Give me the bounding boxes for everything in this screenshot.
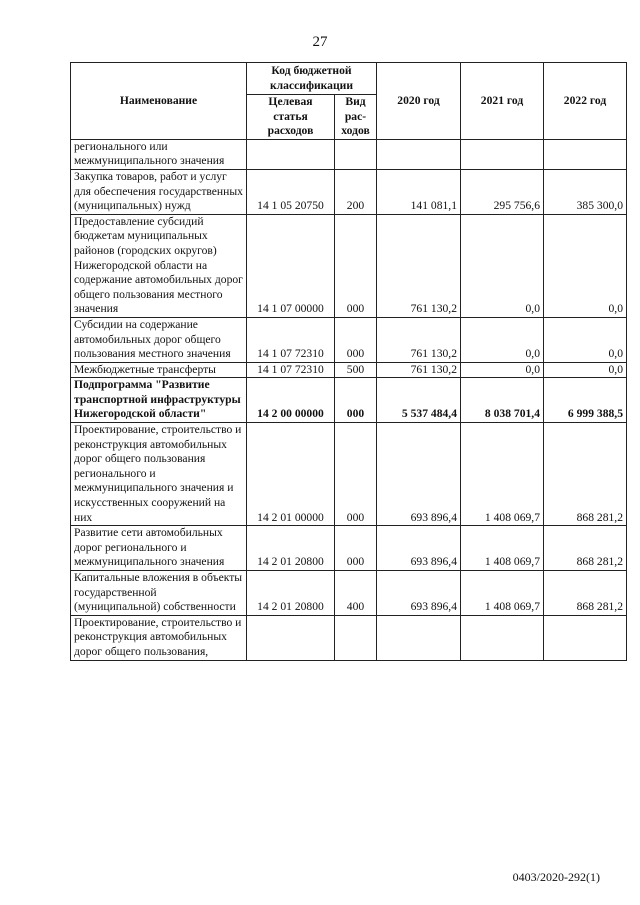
row-expense-kind-cell: 000 xyxy=(335,317,377,362)
row-name-cell: регионального или межмуниципального значения xyxy=(71,139,247,169)
row-2021-cell: 0,0 xyxy=(461,317,544,362)
row-name-cell: Субсидии на содержание автомобильных дорог общего пользования местного значения xyxy=(71,317,247,362)
row-2020-cell: 693 896,4 xyxy=(377,526,461,571)
row-2020-cell: 141 081,1 xyxy=(377,169,461,214)
row-expense-kind-cell: 500 xyxy=(335,362,377,378)
row-2021-cell: 1 408 069,7 xyxy=(461,526,544,571)
document-code: 0403/2020-292(1) xyxy=(512,870,600,884)
table-row xyxy=(71,317,627,362)
table-row xyxy=(71,571,627,616)
row-target-code-cell xyxy=(247,615,335,660)
row-2022-cell: 868 281,2 xyxy=(544,526,627,571)
row-2021-cell: 1 408 069,7 xyxy=(461,423,544,526)
table-row xyxy=(71,362,627,378)
row-2020-cell: 761 130,2 xyxy=(377,317,461,362)
header-name: Наименование xyxy=(71,63,247,140)
row-2020-cell: 693 896,4 xyxy=(377,423,461,526)
row-2021-cell: 0,0 xyxy=(461,362,544,378)
header-year-2022: 2022 год xyxy=(544,63,627,140)
row-target-code-cell: 14 2 01 20800 xyxy=(247,526,335,571)
table-row xyxy=(71,214,627,317)
row-2020-cell: 761 130,2 xyxy=(377,214,461,317)
row-expense-kind-cell: 000 xyxy=(335,423,377,526)
row-2022-cell: 0,0 xyxy=(544,214,627,317)
table-row xyxy=(71,378,627,423)
header-budget-classification: Код бюджетной классификации xyxy=(247,63,377,95)
row-2021-cell: 1 408 069,7 xyxy=(461,571,544,616)
row-expense-kind-cell: 200 xyxy=(335,169,377,214)
row-expense-kind-cell: 000 xyxy=(335,214,377,317)
row-2020-cell: 5 537 484,4 xyxy=(377,378,461,423)
table-row xyxy=(71,169,627,214)
row-2022-cell: 0,0 xyxy=(544,317,627,362)
header-year-2021: 2021 год xyxy=(461,63,544,140)
header-year-2020: 2020 год xyxy=(377,63,461,140)
row-name-cell: Закупка товаров, работ и услуг для обеспечения государственных (муниципальных) нужд xyxy=(71,169,247,214)
row-2020-cell: 761 130,2 xyxy=(377,362,461,378)
row-expense-kind-cell: 400 xyxy=(335,571,377,616)
row-2021-cell: 8 038 701,4 xyxy=(461,378,544,423)
row-2022-cell: 868 281,2 xyxy=(544,571,627,616)
row-name-cell: Капитальные вложения в объекты государственной (муниципальной) собственности xyxy=(71,571,247,616)
row-expense-kind-cell xyxy=(335,139,377,169)
row-2020-cell xyxy=(377,615,461,660)
row-2022-cell: 0,0 xyxy=(544,362,627,378)
row-name-cell: Предоставление субсидий бюджетам муниципальных районов (городских округов) Нижегородской области на содержание автомобильных дорог общего пользования местного значения xyxy=(71,214,247,317)
row-2022-cell: 385 300,0 xyxy=(544,169,627,214)
row-expense-kind-cell: 000 xyxy=(335,526,377,571)
budget-table xyxy=(70,62,627,661)
header-target-article: Целевая статья расходов xyxy=(247,95,335,140)
row-target-code-cell: 14 2 00 00000 xyxy=(247,378,335,423)
row-expense-kind-cell xyxy=(335,615,377,660)
row-2022-cell xyxy=(544,139,627,169)
page-number: 27 xyxy=(312,34,328,50)
row-name-cell: Подпрограмма "Развитие транспортной инфраструктуры Нижегородской области" xyxy=(71,378,247,423)
row-2021-cell: 295 756,6 xyxy=(461,169,544,214)
row-2021-cell xyxy=(461,139,544,169)
row-target-code-cell: 14 2 01 20800 xyxy=(247,571,335,616)
row-name-cell: Проектирование, строительство и реконструкция автомобильных дорог общего пользования регионального и межмуниципального значения и искусственных сооружений на них xyxy=(71,423,247,526)
row-2020-cell xyxy=(377,139,461,169)
row-name-cell: Проектирование, строительство и реконструкция автомобильных дорог общего пользования, xyxy=(71,615,247,660)
row-target-code-cell xyxy=(247,139,335,169)
header-expense-kind: Вид рас-ходов xyxy=(335,95,377,140)
row-target-code-cell: 14 2 01 00000 xyxy=(247,423,335,526)
table-row xyxy=(71,139,627,169)
row-2022-cell: 868 281,2 xyxy=(544,423,627,526)
row-2020-cell: 693 896,4 xyxy=(377,571,461,616)
row-target-code-cell: 14 1 07 72310 xyxy=(247,317,335,362)
row-2022-cell: 6 999 388,5 xyxy=(544,378,627,423)
row-2021-cell xyxy=(461,615,544,660)
table-body xyxy=(71,139,627,660)
row-target-code-cell: 14 1 05 20750 xyxy=(247,169,335,214)
row-target-code-cell: 14 1 07 00000 xyxy=(247,214,335,317)
row-2022-cell xyxy=(544,615,627,660)
row-target-code-cell: 14 1 07 72310 xyxy=(247,362,335,378)
row-name-cell: Межбюджетные трансферты xyxy=(71,362,247,378)
table-row xyxy=(71,526,627,571)
row-2021-cell: 0,0 xyxy=(461,214,544,317)
row-name-cell: Развитие сети автомобильных дорог регионального и межмуниципального значения xyxy=(71,526,247,571)
table-row xyxy=(71,423,627,526)
table-row xyxy=(71,615,627,660)
row-expense-kind-cell: 000 xyxy=(335,378,377,423)
